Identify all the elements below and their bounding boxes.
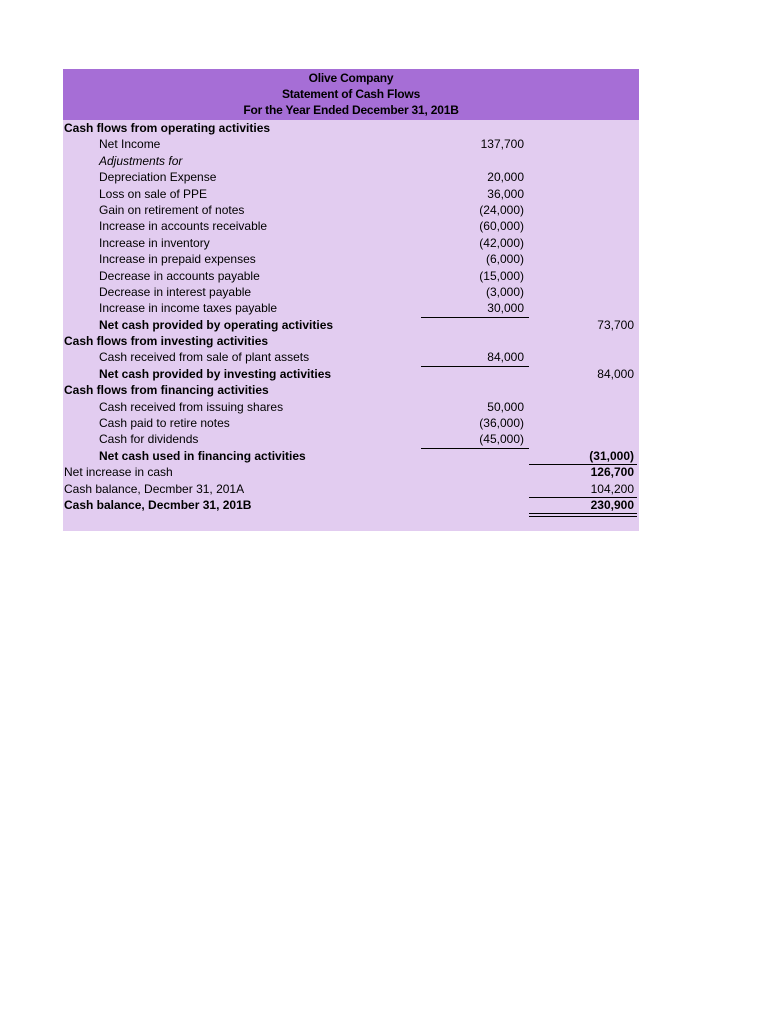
operating-item-value: (15,000): [479, 268, 524, 283]
operating-item-label: Gain on retirement of notes: [99, 202, 245, 217]
operating-item-label: Increase in income taxes payable: [99, 301, 278, 316]
financing-item-label: Cash received from issuing shares: [99, 399, 284, 414]
begin-balance-label: Cash balance, Decmber 31, 201A: [64, 481, 245, 496]
net-increase-label: Net increase in cash: [64, 465, 173, 480]
financing-item-row: [63, 431, 639, 447]
operating-item-value: (6,000): [485, 252, 524, 267]
financing-total-value: (31,000): [589, 448, 634, 463]
operating-item-label: Depreciation Expense: [99, 170, 217, 185]
double-underline: [529, 513, 637, 517]
operating-item-row: [63, 251, 639, 267]
operating-item-row: [63, 268, 639, 284]
statement-title: Statement of Cash Flows: [281, 87, 421, 101]
subtotal-underline: [421, 448, 529, 449]
company-name: Olive Company: [308, 71, 394, 85]
operating-item-label: Decrease in accounts payable: [99, 268, 260, 283]
operating-item-value: (3,000): [485, 284, 524, 299]
financing-item-value: (36,000): [479, 416, 524, 431]
operating-item-row: [63, 218, 639, 234]
operating-item-label: Loss on sale of PPE: [99, 186, 208, 201]
financing-item-row: [63, 399, 639, 415]
net-increase-value: 126,700: [590, 465, 634, 480]
operating-item-label: Increase in inventory: [99, 235, 210, 250]
adjustments-label: Adjustments for: [99, 153, 183, 168]
operating-item-value: (24,000): [479, 202, 524, 217]
financing-item-label: Cash paid to retire notes: [99, 416, 230, 431]
operating-item-row: [63, 186, 639, 202]
net-income-row: [63, 136, 639, 152]
investing-item-label: Cash received from sale of plant assets: [99, 350, 310, 365]
operating-item-value: (60,000): [479, 219, 524, 234]
operating-item-value: (42,000): [479, 235, 524, 250]
operating-item-row: [63, 169, 639, 185]
operating-total-label: Net cash provided by operating activities: [99, 317, 334, 332]
net-income-value: 137,700: [480, 137, 524, 152]
operating-item-label: Increase in accounts receivable: [99, 219, 268, 234]
operating-item-row: [63, 202, 639, 218]
financing-item-value: (45,000): [479, 432, 524, 447]
operating-item-label: Decrease in interest payable: [99, 284, 252, 299]
investing-item-value: 84,000: [487, 350, 524, 365]
begin-balance-row: [63, 481, 639, 497]
financing-item-value: 50,000: [487, 399, 524, 414]
end-balance-value: 230,900: [590, 497, 634, 512]
statement-period: For the Year Ended December 31, 201B: [243, 103, 459, 117]
net-income-label: Net Income: [99, 137, 161, 152]
end-balance-row: [63, 497, 639, 513]
operating-item-row: [63, 300, 639, 316]
net-increase-row: [63, 464, 639, 480]
operating-item-row: [63, 235, 639, 251]
operating-item-row: [63, 284, 639, 300]
cash-flow-statement: [63, 69, 639, 531]
financing-total-label: Net cash used in financing activities: [99, 448, 306, 463]
operating-item-value: 36,000: [487, 186, 524, 201]
begin-balance-value: 104,200: [590, 481, 634, 496]
financing-item-row: [63, 415, 639, 431]
operating-item-label: Increase in prepaid expenses: [99, 252, 256, 267]
operating-heading-row: [63, 120, 639, 136]
operating-item-value: 20,000: [487, 170, 524, 185]
financing-total-row: [63, 448, 639, 464]
investing-total-label: Net cash provided by investing activities: [99, 366, 332, 381]
operating-item-value: 30,000: [487, 301, 524, 316]
operating-total-row: [63, 317, 639, 333]
financing-heading-row: [63, 382, 639, 398]
investing-item-row: [63, 349, 639, 365]
financing-item-label: Cash for dividends: [99, 432, 199, 447]
subtotal-underline: [421, 317, 529, 318]
investing-total-value: 84,000: [597, 366, 634, 381]
investing-total-row: [63, 366, 639, 382]
operating-heading: Cash flows from operating activities: [64, 121, 271, 135]
subtotal-underline: [421, 366, 529, 367]
investing-heading: Cash flows from investing activities: [64, 334, 269, 349]
adjustments-row: [63, 153, 639, 169]
operating-total-value: 73,700: [597, 317, 634, 332]
investing-heading-row: [63, 333, 639, 349]
financing-heading: Cash flows from financing activities: [64, 383, 269, 398]
statement-header: [63, 69, 639, 120]
end-balance-label: Cash balance, Decmber 31, 201B: [64, 497, 252, 512]
